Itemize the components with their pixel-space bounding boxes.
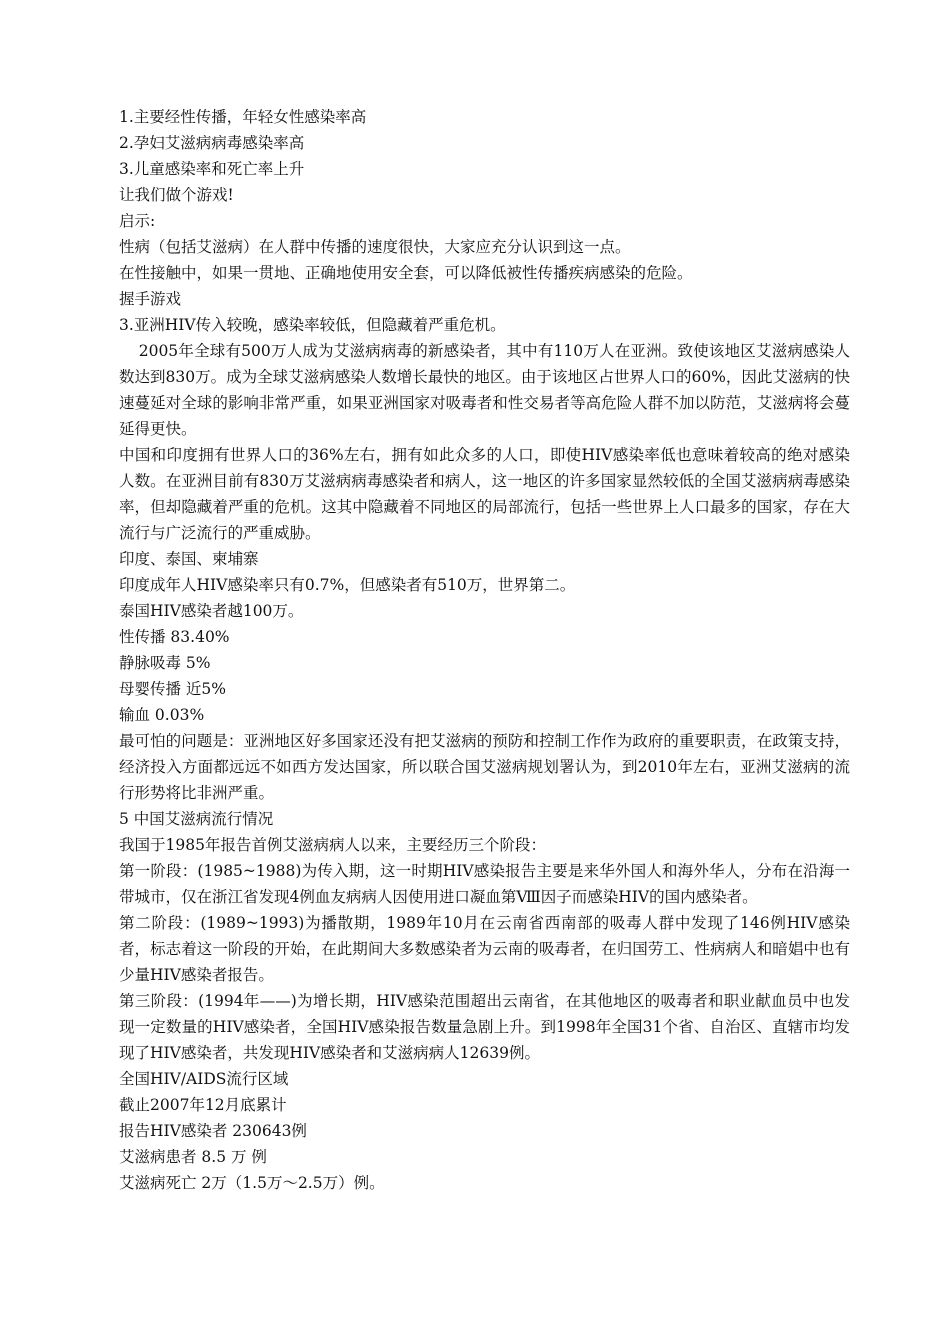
text-line: 握手游戏 xyxy=(119,290,182,308)
route-line: 性传播 83.40% xyxy=(119,628,230,646)
paragraph-fear: 最可怕的问题是：亚洲地区好多国家还没有把艾滋病的预防和控制工作作为政府的重要职责，在政策支持，经济投入方面都远远不如西方发达国家，所以联合国艾滋病规划署认为，到2010年左右，亚洲艾滋病的流行形势将比非洲严重。 xyxy=(119,732,850,802)
document-body xyxy=(119,104,850,1196)
text-line: 让我们做个游戏! xyxy=(119,186,234,204)
text-line: 印度、泰国、柬埔寨 xyxy=(119,550,259,568)
stat-line: 报告HIV感染者 230643例 xyxy=(119,1122,307,1140)
stat-line: 截止2007年12月底累计 xyxy=(119,1096,287,1114)
text-line: 性病（包括艾滋病）在人群中传播的速度很快，大家应充分认识到这一点。 xyxy=(119,238,631,256)
text-line: 2.孕妇艾滋病病毒感染率高 xyxy=(119,134,305,152)
paragraph-2005: 2005年全球有500万人成为艾滋病病毒的新感染者，其中有110万人在亚洲。致使该地区艾滋病感染人数达到830万。成为全球艾滋病感染人数增长最快的地区。由于该地区占世界人口的60%，因此艾滋病的快速蔓延对全球的影响非常严重，如果亚洲国家对吸毒者和性交易者等高危险人群不加以防范，艾滋病将会蔓延得更快。 xyxy=(119,342,850,438)
text-line: 启示: xyxy=(119,212,156,230)
section-heading: 5 中国艾滋病流行情况 xyxy=(119,810,274,828)
text-line: 3.儿童感染率和死亡率上升 xyxy=(119,160,305,178)
stat-line: 艾滋病患者 8.5 万 例 xyxy=(119,1148,267,1166)
route-line: 母婴传播 近5% xyxy=(119,680,227,698)
text-line: 我国于1985年报告首例艾滋病病人以来，主要经历三个阶段： xyxy=(119,836,546,854)
paragraph-stage-2: 第二阶段：(1989~1993)为播散期，1989年10月在云南省西南部的吸毒人群中发现了146例HIV感染者，标志着这一阶段的开始，在此期间大多数感染者为云南的吸毒者，在归国劳工、性病病人和暗娼中也有少量HIV感染者报告。 xyxy=(119,914,850,984)
paragraph-stage-1: 第一阶段：(1985~1988)为传入期，这一时期HIV感染报告主要是来华外国人和海外华人，分布在沿海一带城市，仅在浙江省发现4例血友病病人因使用进口凝血第Ⅷ因子而感染HIV的国内感染者。 xyxy=(119,862,850,906)
paragraph-china-india: 中国和印度拥有世界人口的36%左右，拥有如此众多的人口，即使HIV感染率低也意味着较高的绝对感染人数。在亚洲目前有830万艾滋病病毒感染者和病人，这一地区的许多国家显然较低的全国艾滋病病毒感染率，但却隐藏着严重的危机。这其中隐藏着不同地区的局部流行，包括一些世界上人口最多的国家，存在大流行与广泛流行的严重威胁。 xyxy=(119,446,850,542)
text-line: 在性接触中，如果一贯地、正确地使用安全套，可以降低被性传播疾病感染的危险。 xyxy=(119,264,693,282)
paragraph-stage-3: 第三阶段：(1994年——)为增长期，HIV感染范围超出云南省，在其他地区的吸毒者和职业献血员中也发现一定数量的HIV感染者，全国HIV感染报告数量急剧上升。到1998年全国31个省、自治区、直辖市均发现了HIV感染者，共发现HIV感染者和艾滋病病人12639例。 xyxy=(119,992,850,1062)
text-line: 泰国HIV感染者越100万。 xyxy=(119,602,304,620)
route-line: 静脉吸毒 5% xyxy=(119,654,211,672)
text-line: 1.主要经性传播，年轻女性感染率高 xyxy=(119,108,367,126)
stat-line: 艾滋病死亡 2万（1.5万～2.5万）例。 xyxy=(119,1174,385,1192)
route-line: 输血 0.03% xyxy=(119,706,205,724)
stat-line: 全国HIV/AIDS流行区域 xyxy=(119,1070,289,1088)
text-line: 印度成年人HIV感染率只有0.7%，但感染者有510万，世界第二。 xyxy=(119,576,576,594)
text-line: 3.亚洲HIV传入较晚，感染率较低，但隐藏着严重危机。 xyxy=(119,316,506,334)
